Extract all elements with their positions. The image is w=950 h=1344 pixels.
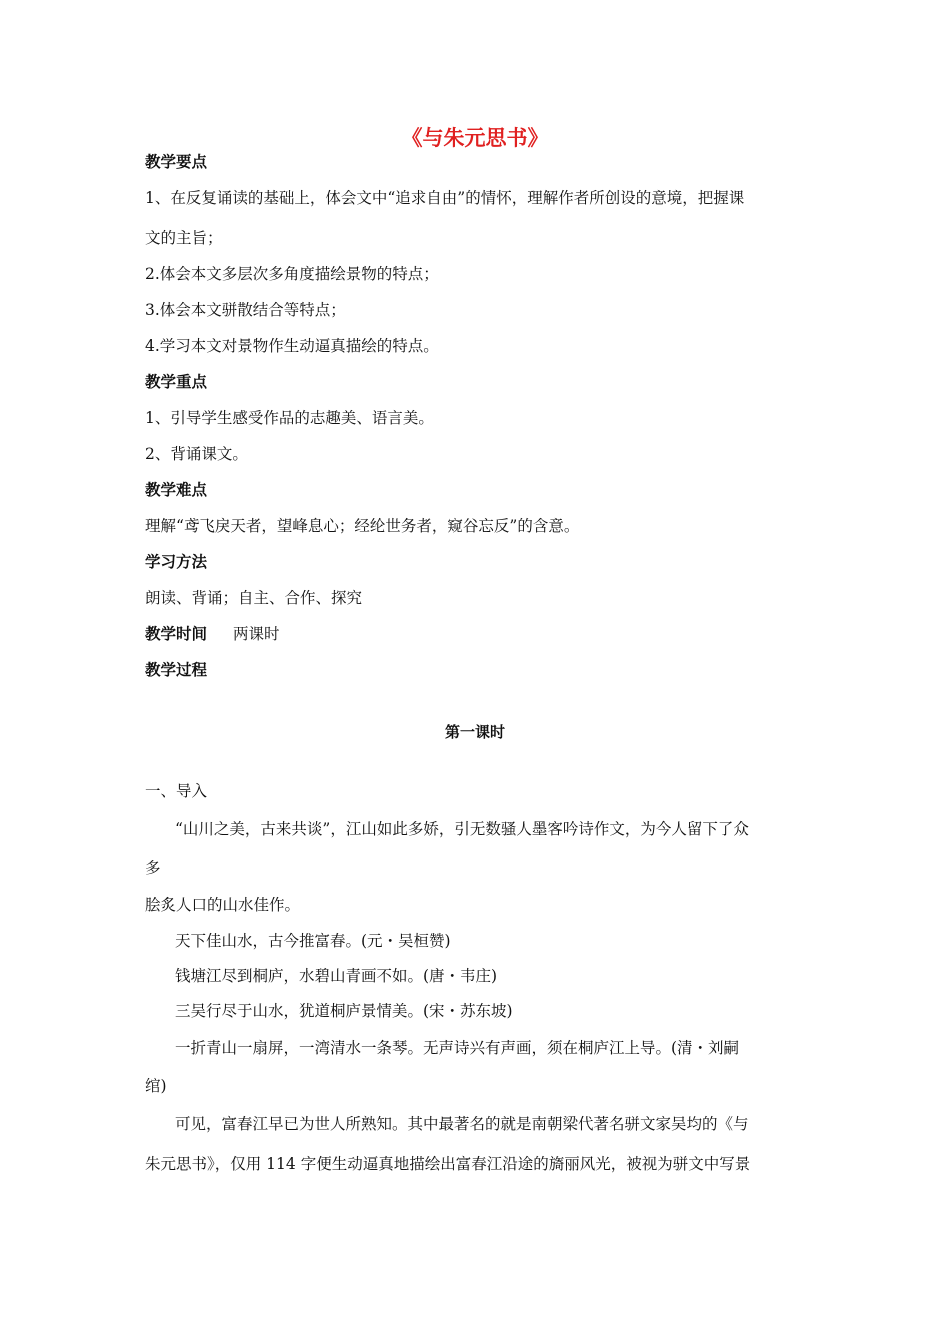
method-heading: 学习方法 <box>145 553 208 571</box>
poem-quote: 天下佳山水，古今推富春。(元・吴桓赞) <box>175 932 451 950</box>
intro-heading: 一、导入 <box>145 782 208 800</box>
key-points-heading: 教学重点 <box>145 373 208 391</box>
poem-quote: 一折青山一扇屏，一湾清水一条琴。无声诗兴有声画，须在桐庐江上导。(清・刘嗣 <box>175 1039 740 1057</box>
objectives-heading: 教学要点 <box>145 153 208 171</box>
objective-item: 2.体会本文多层次多角度描绘景物的特点； <box>145 265 439 283</box>
intro-paragraph: 多 <box>145 859 161 877</box>
poem-quote: 绾) <box>145 1077 167 1095</box>
objective-item: 4.学习本文对景物作生动逼真描绘的特点。 <box>145 337 439 355</box>
difficulty-text: 理解“鸢飞戾天者，望峰息心；经纶世务者，窥谷忘反”的含意。 <box>145 517 580 535</box>
lesson-heading: 第一课时 <box>444 723 505 741</box>
time-heading: 教学时间 <box>145 625 208 643</box>
difficulty-heading: 教学难点 <box>145 481 208 499</box>
time-row <box>145 624 280 644</box>
document-title: 《与朱元思书》 <box>401 126 549 150</box>
objective-item: 1、在反复诵读的基础上，体会文中“追求自由”的情怀，理解作者所创设的意境，把握课 <box>145 189 745 207</box>
poem-quote: 三吴行尽于山水，犹道桐庐景情美。(宋・苏东坡) <box>175 1002 513 1020</box>
intro-paragraph: 可见，富春江早已为世人所熟知。其中最著名的就是南朝梁代著名骈文家吴均的《与 <box>175 1115 749 1133</box>
time-value: 两课时 <box>233 625 280 643</box>
objective-item: 文的主旨； <box>145 229 223 247</box>
intro-paragraph: “山川之美，古来共谈”，江山如此多娇，引无数骚人墨客吟诗作文，为今人留下了众 <box>175 820 749 838</box>
intro-paragraph: 脍炙人口的山水佳作。 <box>145 896 301 914</box>
process-heading: 教学过程 <box>145 661 208 679</box>
key-point-item: 1、引导学生感受作品的志趣美、语言美。 <box>145 409 434 427</box>
method-text: 朗读、背诵；自主、合作、探究 <box>145 589 363 607</box>
intro-paragraph: 朱元思书》，仅用 114 字便生动逼真地描绘出富春江沿途的旖丽风光，被视为骈文中写景 <box>145 1155 751 1173</box>
key-point-item: 2、背诵课文。 <box>145 445 248 463</box>
poem-quote: 钱塘江尽到桐庐，水碧山青画不如。(唐・韦庄) <box>175 967 498 985</box>
objective-item: 3.体会本文骈散结合等特点； <box>145 301 346 319</box>
